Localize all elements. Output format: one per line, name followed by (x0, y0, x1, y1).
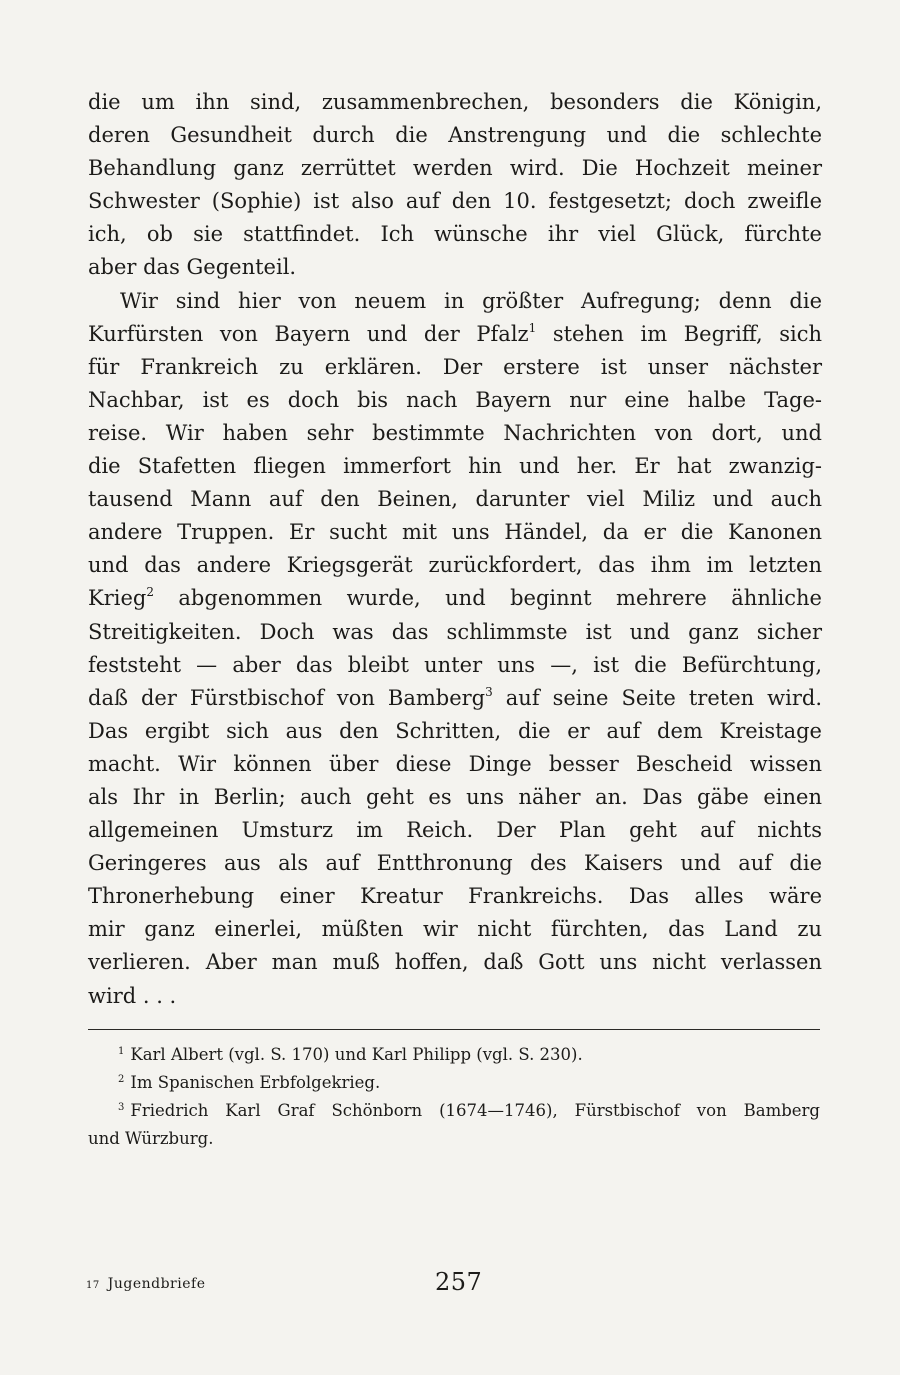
text-line: wird . . . (88, 983, 177, 1008)
text-line: andere Truppen. Er sucht mit uns Händel, da er die Kanonen (88, 520, 822, 545)
footnote-3 (88, 1097, 820, 1125)
footnote-2 (88, 1069, 820, 1097)
letter-body-text (88, 86, 822, 1013)
footnote-text: Im Spanischen Erbfolgekrieg. (130, 1073, 381, 1092)
text-line: aber das Gegenteil. (88, 255, 297, 280)
footnote-1 (88, 1041, 820, 1069)
signature-title: Jugendbriefe (107, 1276, 206, 1292)
text-line: allgemeinen Umsturz im Reich. Der Plan geht auf nichts (88, 818, 822, 843)
footnote-divider (88, 1029, 820, 1030)
footnote-text: Friedrich Karl Graf Schönborn (1674—1746), Fürstbischof von Bamberg (130, 1101, 820, 1120)
text-segment: Kurfürsten von Bayern und der Pfalz (88, 321, 529, 346)
text-segment: abgenommen wurde, und beginnt mehrere ähnliche (153, 586, 822, 611)
text-line: Geringeres aus als auf Entthronung des Kaisers und auf die (88, 851, 822, 876)
footnote-3-continuation: und Würzburg. (88, 1129, 214, 1148)
footnote-mark: 1 (118, 1046, 125, 1057)
signature-number: 17 (86, 1280, 100, 1291)
text-line: Behandlung ganz zerrüttet werden wird. Die Hochzeit meiner (88, 156, 822, 181)
text-line: Wir sind hier von neuem in größter Aufregung; denn die (120, 288, 822, 313)
text-line: reise. Wir haben sehr bestimmte Nachrichten von dort, und (88, 420, 822, 445)
footnote-ref-3: 3 (485, 684, 493, 699)
text-line: deren Gesundheit durch die Anstrengung und die schlechte (88, 123, 822, 148)
text-line: die Stafetten fliegen immerfort hin und her. Er hat zwanzig- (88, 454, 822, 479)
text-segment: daß der Fürstbischof von Bamberg (88, 685, 486, 710)
footnote-text: Karl Albert (vgl. S. 170) und Karl Philipp (vgl. S. 230). (130, 1045, 583, 1064)
text-line (88, 318, 822, 351)
text-segment: Krieg (88, 586, 147, 611)
text-line: tausend Mann auf den Beinen, darunter viel Miliz und auch (88, 487, 822, 512)
text-line (88, 682, 822, 715)
text-line: für Frankreich zu erklären. Der erstere ist unser nächster (88, 354, 822, 379)
text-line: mir ganz einerlei, müßten wir nicht fürchten, das Land zu (88, 917, 822, 942)
text-line: feststeht — aber das bleibt unter uns —, ist die Befürchtung, (88, 652, 822, 677)
text-line (88, 582, 822, 615)
text-line: als Ihr in Berlin; auch geht es uns näher an. Das gäbe einen (88, 784, 822, 809)
footnote-mark: 3 (118, 1102, 125, 1113)
footnote-ref-2: 2 (146, 585, 154, 600)
text-line: Schwester (Sophie) ist also auf den 10. festgesetzt; doch zweifle (88, 189, 822, 214)
footnotes (88, 1041, 820, 1153)
footnote-mark: 2 (118, 1074, 125, 1085)
text-line: verlieren. Aber man muß hoffen, daß Gott uns nicht verlassen (88, 950, 822, 975)
text-line: Thronerhebung einer Kreatur Frankreichs. Das alles wäre (88, 884, 822, 909)
footnote-ref-1: 1 (528, 320, 537, 335)
text-segment: auf seine Seite treten wird. (492, 685, 823, 710)
text-line: Das ergibt sich aus den Schritten, die er auf dem Kreistage (88, 718, 822, 743)
page-number: 257 (435, 1268, 483, 1296)
text-line: Nachbar, ist es doch bis nach Bayern nur eine halbe Tage- (88, 387, 822, 412)
text-segment: stehen im Begriff, sich (536, 321, 822, 346)
text-line: die um ihn sind, zusammenbrechen, besonders die Königin, (88, 90, 822, 114)
text-line: ich, ob sie stattfindet. Ich wünsche ihr viel Glück, fürchte (88, 222, 822, 247)
text-line: Streitigkeiten. Doch was das schlimmste ist und ganz sicher (88, 619, 822, 644)
text-line: macht. Wir können über diese Dinge besser Bescheid wissen (88, 751, 822, 776)
printer-signature (86, 1276, 205, 1292)
text-line: und das andere Kriegsgerät zurückfordert, das ihm im letzten (88, 553, 822, 578)
